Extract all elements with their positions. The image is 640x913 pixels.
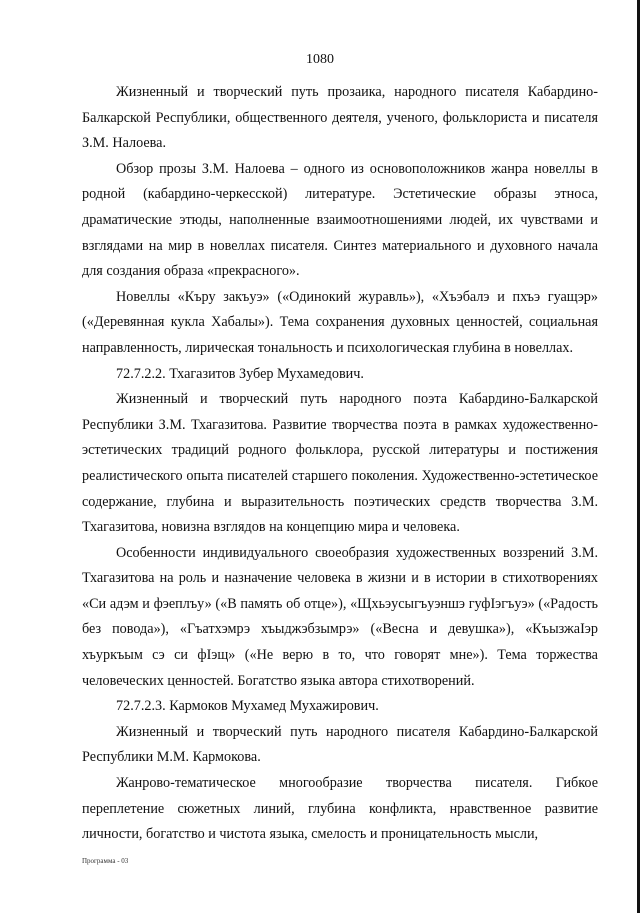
- document-body: [82, 80, 598, 848]
- paragraph: Новеллы «Къру закъуэ» («Одинокий журавль»), «Хъэбалэ и пхъэ гуащэр» («Деревянная кукла Хабалы»). Тема сохранения духовных ценностей, социальная направленность, лирическая тональность и психологическая глубина в новеллах.: [82, 288, 598, 356]
- paragraph: Обзор прозы З.М. Налоева – одного из основоположников жанра новеллы в родной (кабардино-черкесской) литературе. Эстетические образы этноса, драматические этюды, наполненные взаимоотношениями людей, их чувствами и взглядами на мир в новеллах писателя. Синтез материального и духовного начала для создания образа «прекрасного».: [82, 160, 598, 280]
- paragraph: Жизненный и творческий путь народного писателя Кабардино-Балкарской Республики М.М. Кармокова.: [82, 723, 598, 766]
- footer-note: Программа - 03: [82, 857, 129, 865]
- page-number: 1080: [306, 52, 334, 67]
- section-heading: 72.7.2.3. Кармоков Мухамед Мухажирович.: [116, 698, 379, 715]
- paragraph: Жизненный и творческий путь прозаика, народного писателя Кабардино-Балкарской Республики, общественного деятеля, ученого, фольклориста и писателя З.М. Налоева.: [82, 84, 598, 152]
- paragraph: Особенности индивидуального своеобразия художественных воззрений З.М. Тхагазитова на роль и назначение человека в жизни и в истории в стихотворениях «Си адэм и фэеплъу» («В память об отце»), «Щхьэусыгъуэншэ гуфIэгъуэ» («Радость без повода»), «Гъатхэмрэ хъыджэбзымрэ» («Весна и девушка»), «КъызжаIэр хъуркъым сэ си фIэщ» («Не верю в то, что говорят мне»). Тема торжества человеческих ценностей. Богатство языка автора стихотворений.: [82, 544, 598, 689]
- paragraph: Жанрово-тематическое многообразие творчества писателя. Гибкое переплетение сюжетных линий, глубина конфликта, нравственное развитие личности, богатство и чистота языка, смелость и проницательность мысли,: [82, 775, 598, 843]
- section-heading: 72.7.2.2. Тхагазитов Зубер Мухамедович.: [116, 365, 364, 382]
- paragraph: Жизненный и творческий путь народного поэта Кабардино-Балкарской Республики З.М. Тхагазитова. Развитие творчества поэта в рамках художественно-эстетических традиций родного фольклора, русской литературы и постижения реалистического опыта писателей старшего поколения. Художественно-эстетическое содержание, глубина и выразительность поэтических средств творчества З.М. Тхагазитова, новизна взглядов на концепцию мира и человека.: [82, 391, 598, 536]
